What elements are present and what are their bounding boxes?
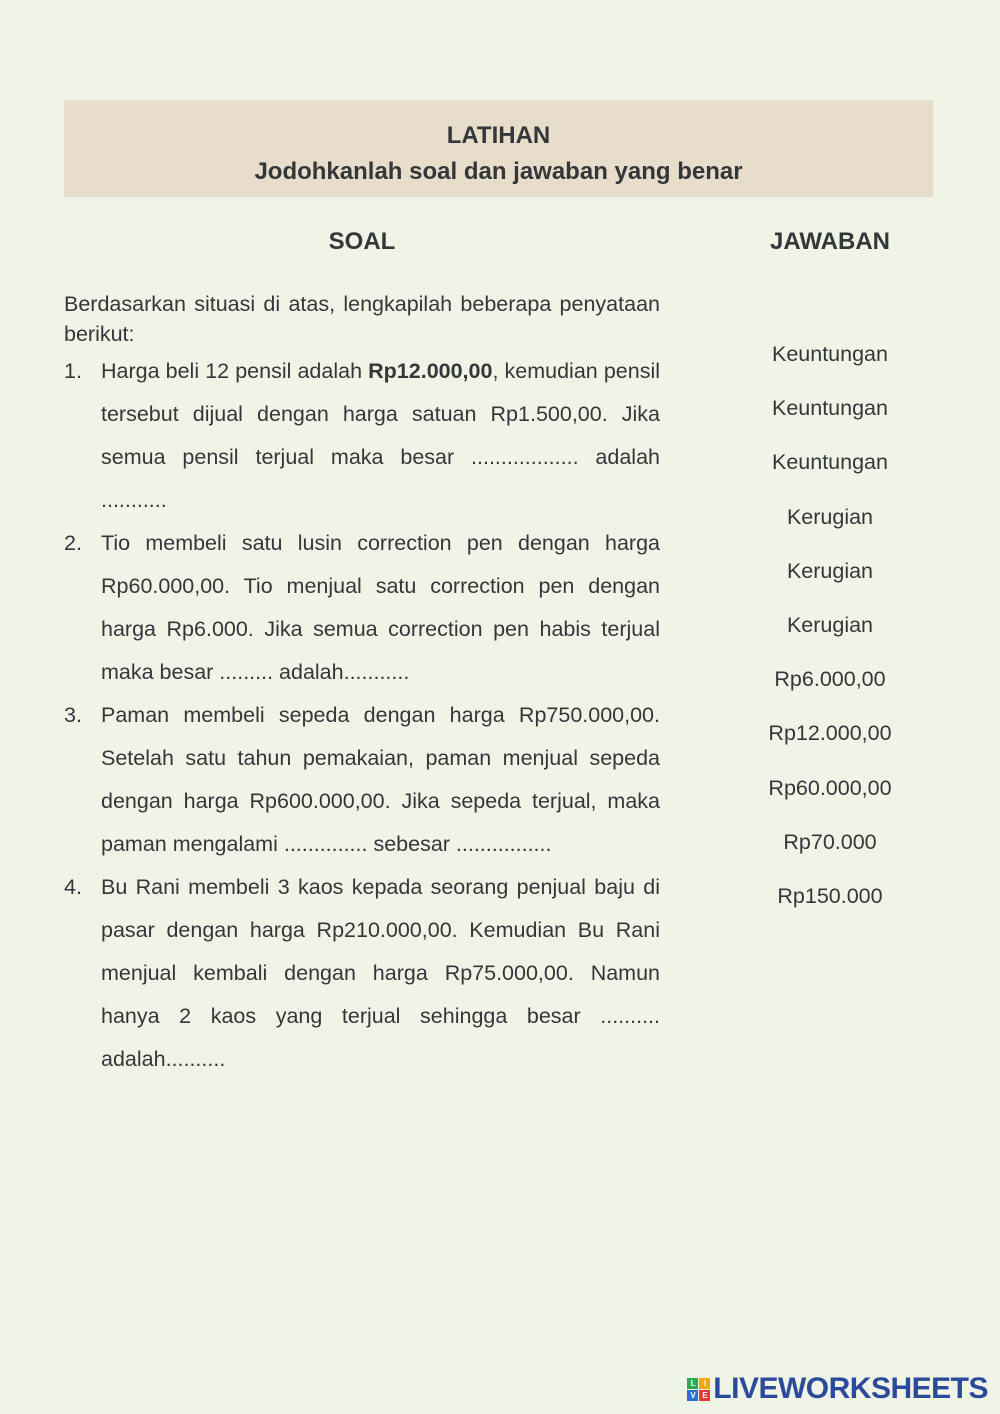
logo-grid-icon [687, 1378, 710, 1401]
answer-option[interactable]: Keuntungan [772, 342, 888, 366]
answer-option[interactable]: Rp6.000,00 [774, 667, 886, 692]
answer-option[interactable]: Kerugian [786, 612, 874, 637]
question-text: Harga beli 12 pensil adalah Rp12.000,00, kemudian pensil tersebut dijual dengan harga satuan Rp1.500,00. Jika semua pensil terjual maka besar .................. adalah ........... [101, 359, 661, 512]
logo-tile: V [687, 1390, 698, 1401]
logo-tile: L [687, 1378, 698, 1389]
intro-text: Berdasarkan situasi di atas, lengkapilah beberapa penyataan berikut: [64, 292, 660, 346]
page-subtitle: Jodohkanlah soal dan jawaban yang benar [254, 158, 743, 185]
question-item [64, 350, 660, 522]
question-list [64, 350, 660, 1081]
question-text: Tio membeli satu lusin correction pen dengan harga Rp60.000,00. Tio menjual satu correction pen dengan harga Rp6.000. Jika semua correction pen habis terjual maka besar ......... adalah........... [101, 531, 660, 684]
question-item [64, 522, 660, 694]
question-number: 2. [64, 531, 82, 555]
worksheet-header [64, 100, 933, 197]
question-number: 3. [64, 703, 82, 727]
question-number: 4. [64, 875, 82, 899]
answer-option[interactable]: Rp70.000 [783, 829, 877, 854]
question-text: Paman membeli sepeda dengan harga Rp750.000,00. Setelah satu tahun pemakaian, paman menjual sepeda dengan harga Rp600.000,00. Jika sepeda terjual, maka paman mengalami .............. sebesar ................ [101, 703, 660, 856]
answer-option[interactable]: Keuntungan [772, 450, 888, 475]
answer-option[interactable]: Kerugian [786, 558, 874, 583]
page-title: LATIHAN [446, 122, 551, 149]
answer-option[interactable]: Rp12.000,00 [768, 721, 892, 746]
answer-option[interactable]: Kerugian [786, 504, 874, 529]
answer-list [730, 338, 930, 934]
question-item [64, 694, 660, 866]
question-item [64, 866, 660, 1081]
question-text: Bu Rani membeli 3 kaos kepada seorang penjual baju di pasar dengan harga Rp210.000,00. Kemudian Bu Rani menjual kembali dengan harga Rp75.000,00. Namun hanya 2 kaos yang terjual sehingga besar .......... adalah.......... [101, 875, 660, 1071]
jawaban-column-heading: JAWABAN [769, 228, 890, 255]
question-number: 1. [64, 359, 82, 383]
logo-tile: I [699, 1378, 710, 1389]
question-price-bold: Rp12.000,00 [368, 359, 493, 383]
logo-text: LIVEWORKSHEETS [713, 1372, 988, 1405]
answer-option[interactable]: Rp150.000 [777, 883, 883, 908]
liveworksheets-logo [687, 1372, 988, 1406]
answer-option[interactable]: Rp60.000,00 [768, 775, 892, 800]
logo-tile: E [699, 1390, 710, 1401]
answer-option[interactable]: Keuntungan [772, 396, 888, 421]
soal-column-heading: SOAL [328, 228, 396, 255]
